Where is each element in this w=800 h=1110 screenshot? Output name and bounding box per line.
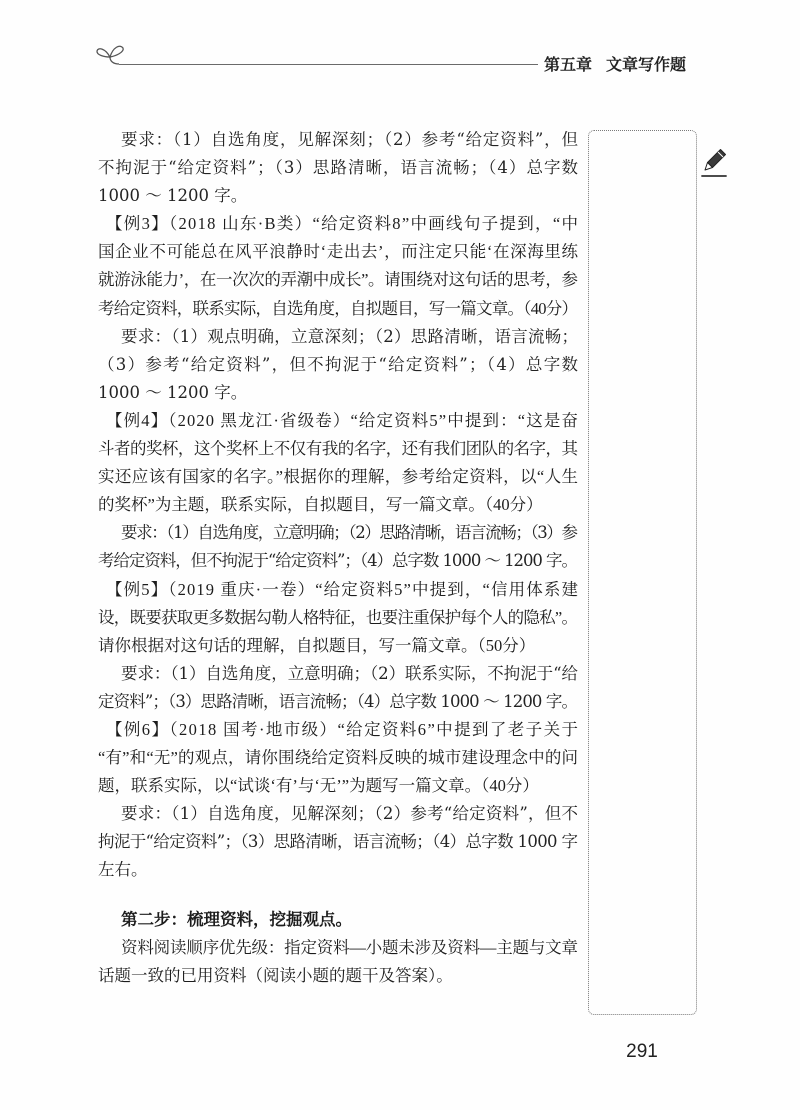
text-line: 资料阅读顺序优先级：指定资料—小题未涉及资料—主题与文章 <box>121 937 578 957</box>
text-line: 拘泥于“给定资料”；（3）思路清晰，语言流畅；（4）总字数 1000 字 <box>98 832 578 852</box>
text-line: 请你根据对这句话的理解，自拟题目，写一篇文章。（50分） <box>98 635 536 655</box>
text-line: 1000 ～ 1200 字。 <box>98 382 248 402</box>
text-line: 【例5】（2019 重庆·一卷）“给定资料5”中提到，“信用体系建 <box>106 579 580 599</box>
text-line: 的奖杯”为主题，联系实际，自拟题目，写一篇文章。（40分） <box>98 495 543 515</box>
page-number: 291 <box>626 1041 658 1062</box>
text-line: 就游泳能力’，在一次次的弄潮中成长”。请围绕对这句话的思考，参 <box>98 270 578 290</box>
text-line: 要求：（1）自选角度，见解深刻；（2）参考“给定资料”，但不 <box>121 804 579 824</box>
text-line: 定资料”；（3）思路清晰，语言流畅；（4）总字数 1000 ～ 1200 字。 <box>98 691 578 711</box>
text-line: 设，既要获取更多数据勾勒人格特征，也要注重保护每个人的隐私”。 <box>98 607 578 627</box>
text-line: 话题一致的已用资料（阅读小题的题干及答案）。 <box>98 965 453 985</box>
example-3-paragraph <box>98 210 578 322</box>
text-line: 考给定资料，但不拘泥于“给定资料”；（4）总字数 1000 ～ 1200 字。 <box>98 551 577 571</box>
requirement-paragraph <box>98 660 578 716</box>
main-text <box>98 126 578 990</box>
text-line: 题，联系实际，以“试谈‘有’与‘无’”为题写一篇文章。（40分） <box>98 776 539 796</box>
text-line: 要求：（1）自选角度，见解深刻；（2）参考“给定资料”，但 <box>121 130 579 149</box>
step-heading: 第二步：梳理资料，挖掘观点。 <box>121 909 352 929</box>
requirement-paragraph <box>98 800 578 884</box>
requirement-paragraph <box>98 323 578 407</box>
text-line: 【例6】（2018 国考·地市级）“给定资料6”中提到了老子关于 <box>106 719 580 739</box>
text-line: 要求：（1）观点明确，立意深刻；（2）思路清晰，语言流畅； <box>121 326 579 346</box>
requirement-paragraph <box>98 126 578 210</box>
text-line: 左右。 <box>98 860 148 880</box>
text-line: “有”和“无”的观点，请你围绕给定资料反映的城市建设理念中的问 <box>98 748 579 768</box>
text-line: 不拘泥于“给定资料”；（3）思路清晰，语言流畅；（4）总字数 <box>98 158 580 178</box>
text-line: 【例4】（2020 黑龙江·省级卷）“给定资料5”中提到：“这是奋 <box>106 410 580 430</box>
text-line: 1000 ～ 1200 字。 <box>98 186 248 206</box>
example-6-paragraph <box>98 716 578 800</box>
requirement-paragraph <box>98 519 578 575</box>
text-line: 要求：（1）自选角度，立意明确；（2）思路清晰，语言流畅；（3）参 <box>121 523 577 543</box>
text-line: 考给定资料，联系实际，自选角度，自拟题目，写一篇文章。（40分） <box>98 298 578 318</box>
margin-note-box <box>588 130 697 1015</box>
chapter-title: 文章写作题 <box>606 55 687 74</box>
text-line: 国企业不可能总在风平浪静时‘走出去’，而注定只能‘在深海里练 <box>98 242 579 262</box>
example-5-paragraph <box>98 576 578 660</box>
text-line: （3）参考“给定资料”，但不拘泥于“给定资料”；（4）总字数 <box>98 354 580 374</box>
text-line: 【例3】（2018 山东·B类）“给定资料8”中画线句子提到，“中 <box>106 214 580 234</box>
pencil-icon <box>699 146 729 180</box>
text-line: 斗者的奖杯，这个奖杯上不仅有我的名字，还有我们团队的名字，其 <box>98 439 578 459</box>
text-line: 实还应该有国家的名字。”根据你的理解，参考给定资料，以“人生 <box>98 467 579 487</box>
header-rule <box>119 64 538 65</box>
step-section <box>98 906 578 990</box>
example-4-paragraph <box>98 407 578 519</box>
chapter-number: 第五章 <box>544 55 593 74</box>
text-line: 要求：（1）自选角度，立意明确；（2）联系实际，不拘泥于“给 <box>121 663 578 683</box>
